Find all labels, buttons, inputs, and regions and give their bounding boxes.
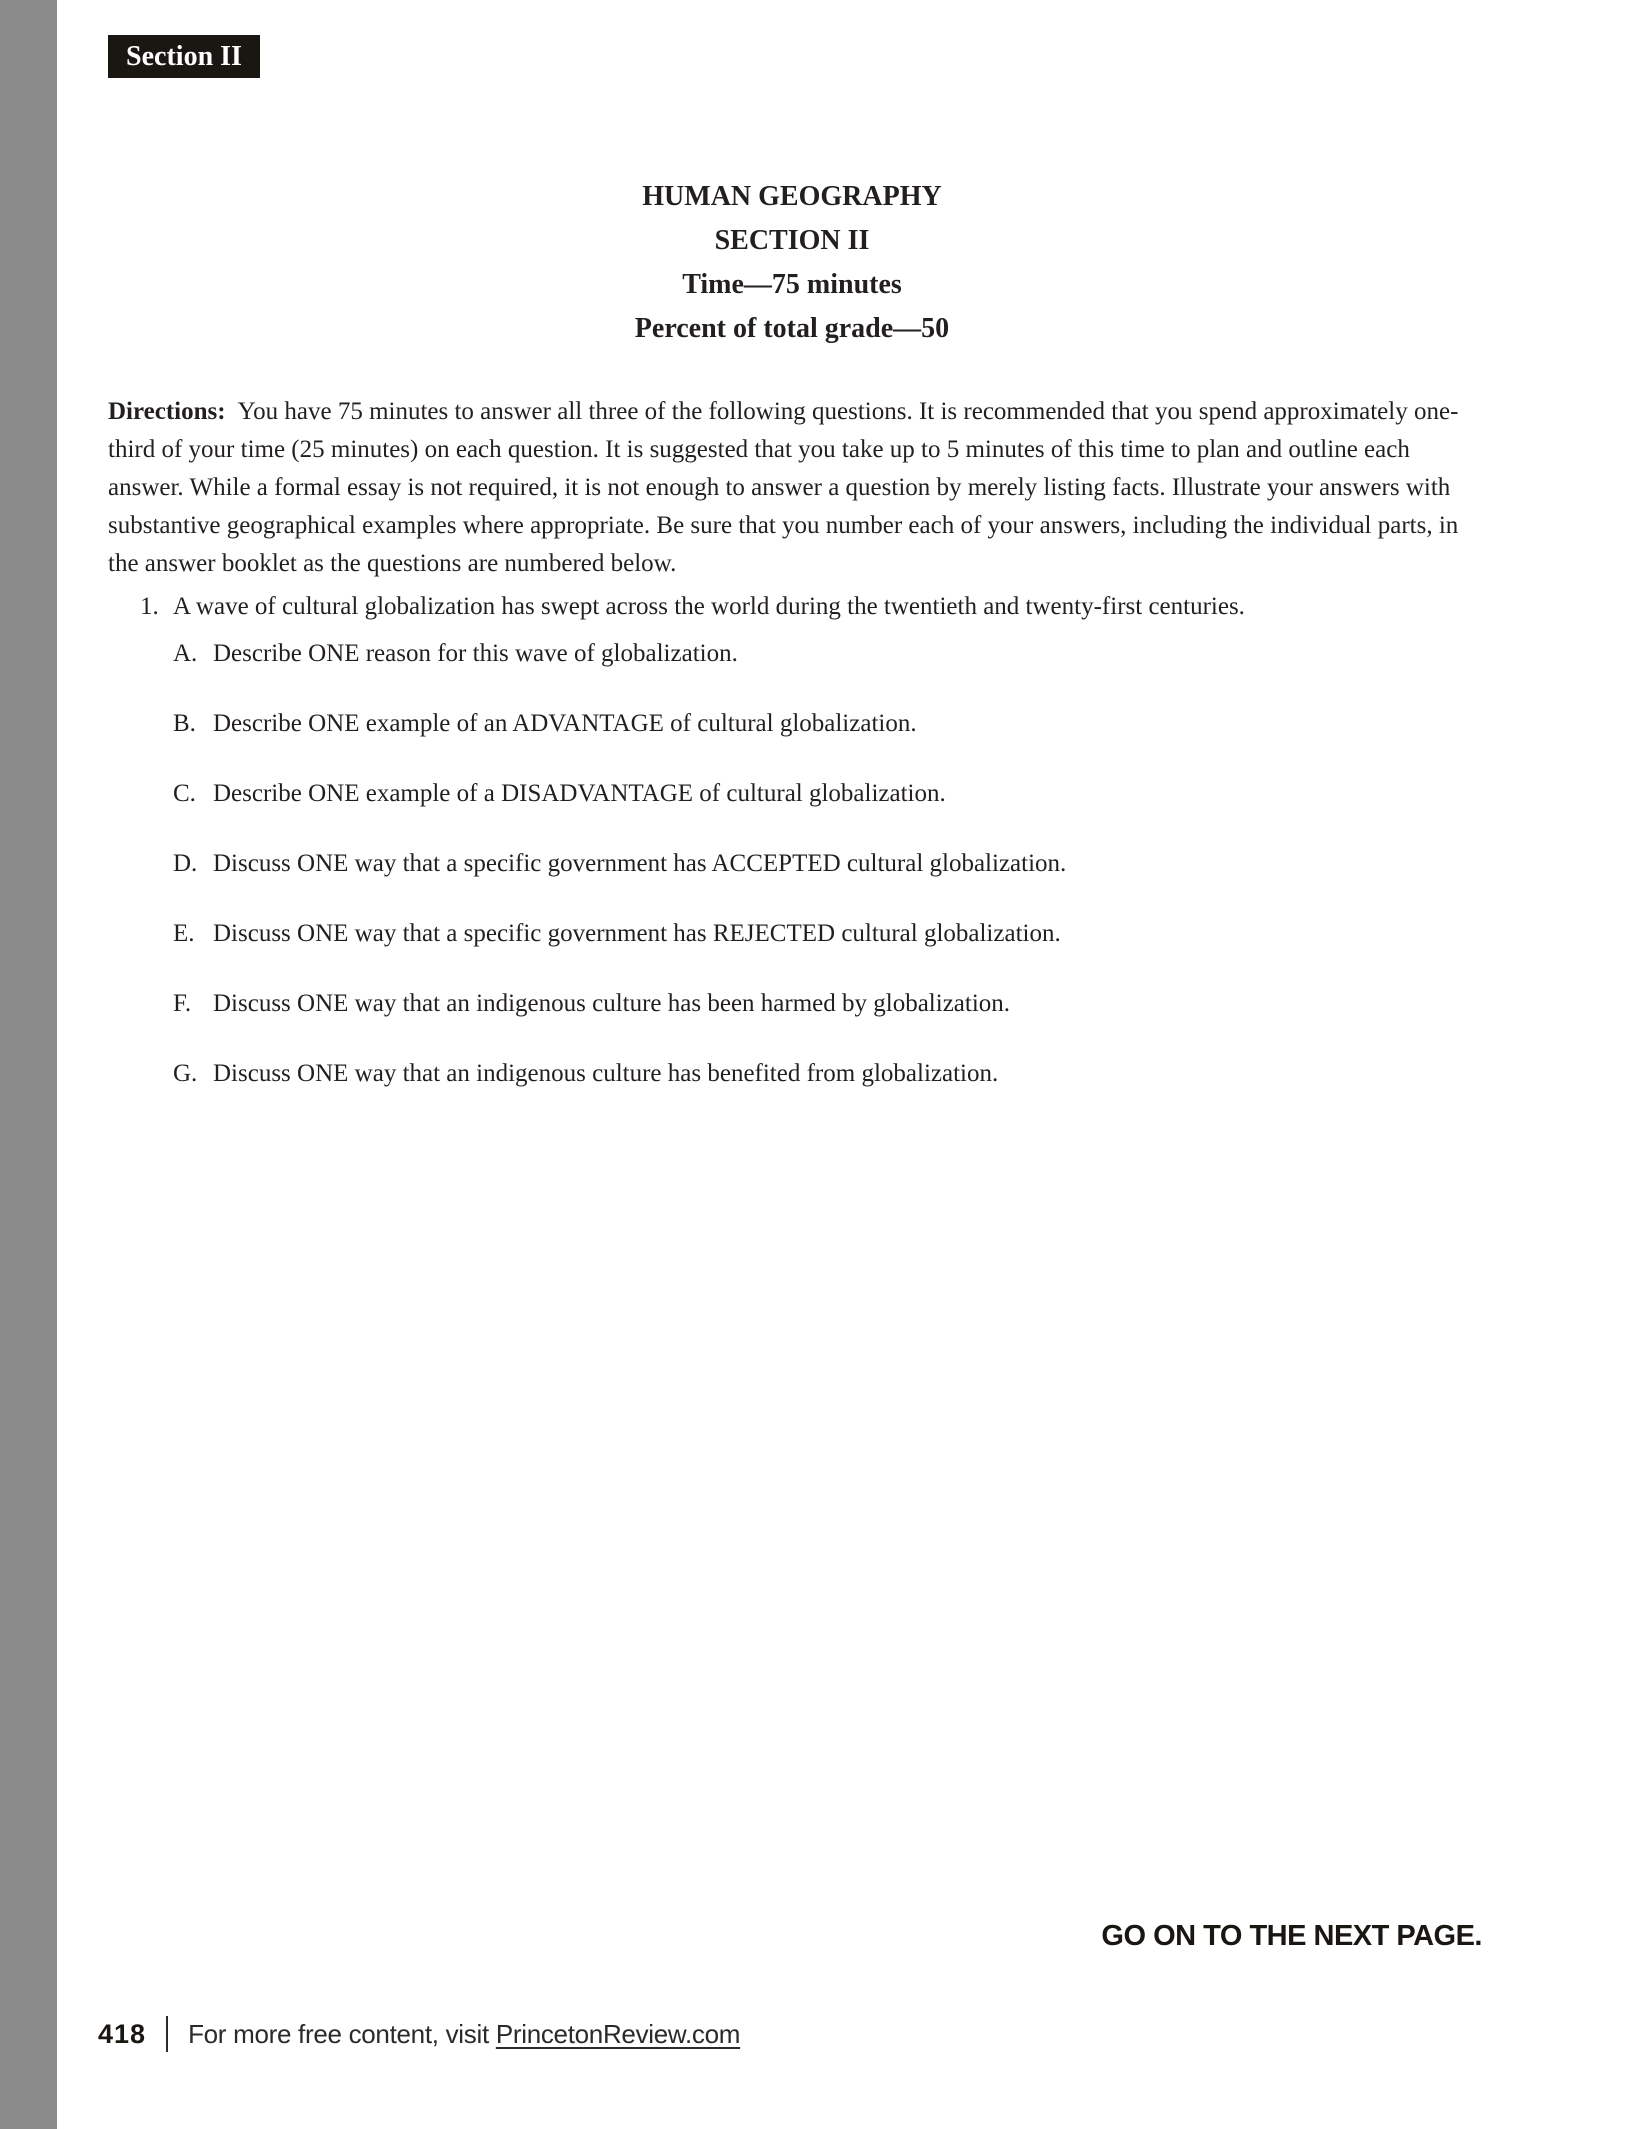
question-part-g — [173, 1059, 1476, 1089]
part-text: Discuss ONE way that a specific government has REJECTED cultural globalization. — [213, 920, 1061, 947]
exam-grade-percent: Percent of total grade—50 — [634, 313, 950, 344]
exam-time: Time—75 minutes — [682, 269, 902, 300]
part-label: C. — [173, 780, 196, 807]
part-text: Describe ONE reason for this wave of globalization. — [213, 640, 738, 667]
directions-paragraph — [108, 393, 1463, 583]
part-label: A. — [173, 640, 198, 667]
question-part-d — [173, 849, 1476, 879]
part-text: Describe ONE example of an ADVANTAGE of cultural globalization. — [213, 710, 917, 737]
part-label: E. — [173, 920, 195, 947]
go-on-instruction: GO ON TO THE NEXT PAGE. — [1101, 1920, 1482, 1952]
question-parts — [173, 639, 1476, 1089]
question-block — [140, 592, 1476, 1089]
directions-text: You have 75 minutes to answer all three of the following questions. It is recommended that you spend approximately one-third of your time (25 minutes) on each question. It is suggested that you take up to 5 minutes of this time to plan and outline each answer. While a formal essay is not required, it is not enough to answer a question by merely listing facts. Illustrate your answers with substantive geographical examples where appropriate. Be sure that you number each of your answers, including the individual parts, in the answer booklet as the questions are numbered below. — [108, 398, 1459, 577]
part-label: D. — [173, 850, 198, 877]
question-part-c — [173, 779, 1476, 809]
question-part-a — [173, 639, 1476, 669]
part-text: Describe ONE example of a DISADVANTAGE of cultural globalization. — [213, 780, 946, 807]
page-edge-gray-bar — [0, 0, 57, 2129]
question-part-b — [173, 709, 1476, 739]
question-part-e — [173, 919, 1476, 949]
part-text: Discuss ONE way that a specific government has ACCEPTED cultural globalization. — [213, 850, 1067, 877]
question-stem: A wave of cultural globalization has swept across the world during the twentieth and twenty-first centuries. — [173, 593, 1245, 620]
section-tab-label: Section II — [126, 40, 242, 72]
footer-note: For more free content, visit — [188, 2018, 496, 2049]
directions-label: Directions: — [108, 398, 226, 425]
part-label: F. — [173, 990, 192, 1017]
page-number: 418 — [98, 2018, 147, 2049]
section-tab — [108, 35, 260, 78]
footer-divider — [166, 2016, 168, 2052]
question-part-f — [173, 989, 1476, 1019]
part-label: G. — [173, 1060, 198, 1087]
part-label: B. — [173, 710, 196, 737]
question-number: 1. — [140, 593, 159, 620]
part-text: Discuss ONE way that an indigenous culture has been harmed by globalization. — [213, 990, 1011, 1017]
page-footer — [98, 2012, 740, 2056]
exam-header — [108, 175, 1476, 351]
exam-title: HUMAN GEOGRAPHY — [642, 181, 942, 212]
part-text: Discuss ONE way that an indigenous culture has benefited from globalization. — [213, 1060, 999, 1087]
question-stem-row — [140, 592, 1476, 622]
exam-section: SECTION II — [714, 225, 870, 256]
princeton-review-link[interactable]: PrincetonReview.com — [495, 2018, 741, 2049]
